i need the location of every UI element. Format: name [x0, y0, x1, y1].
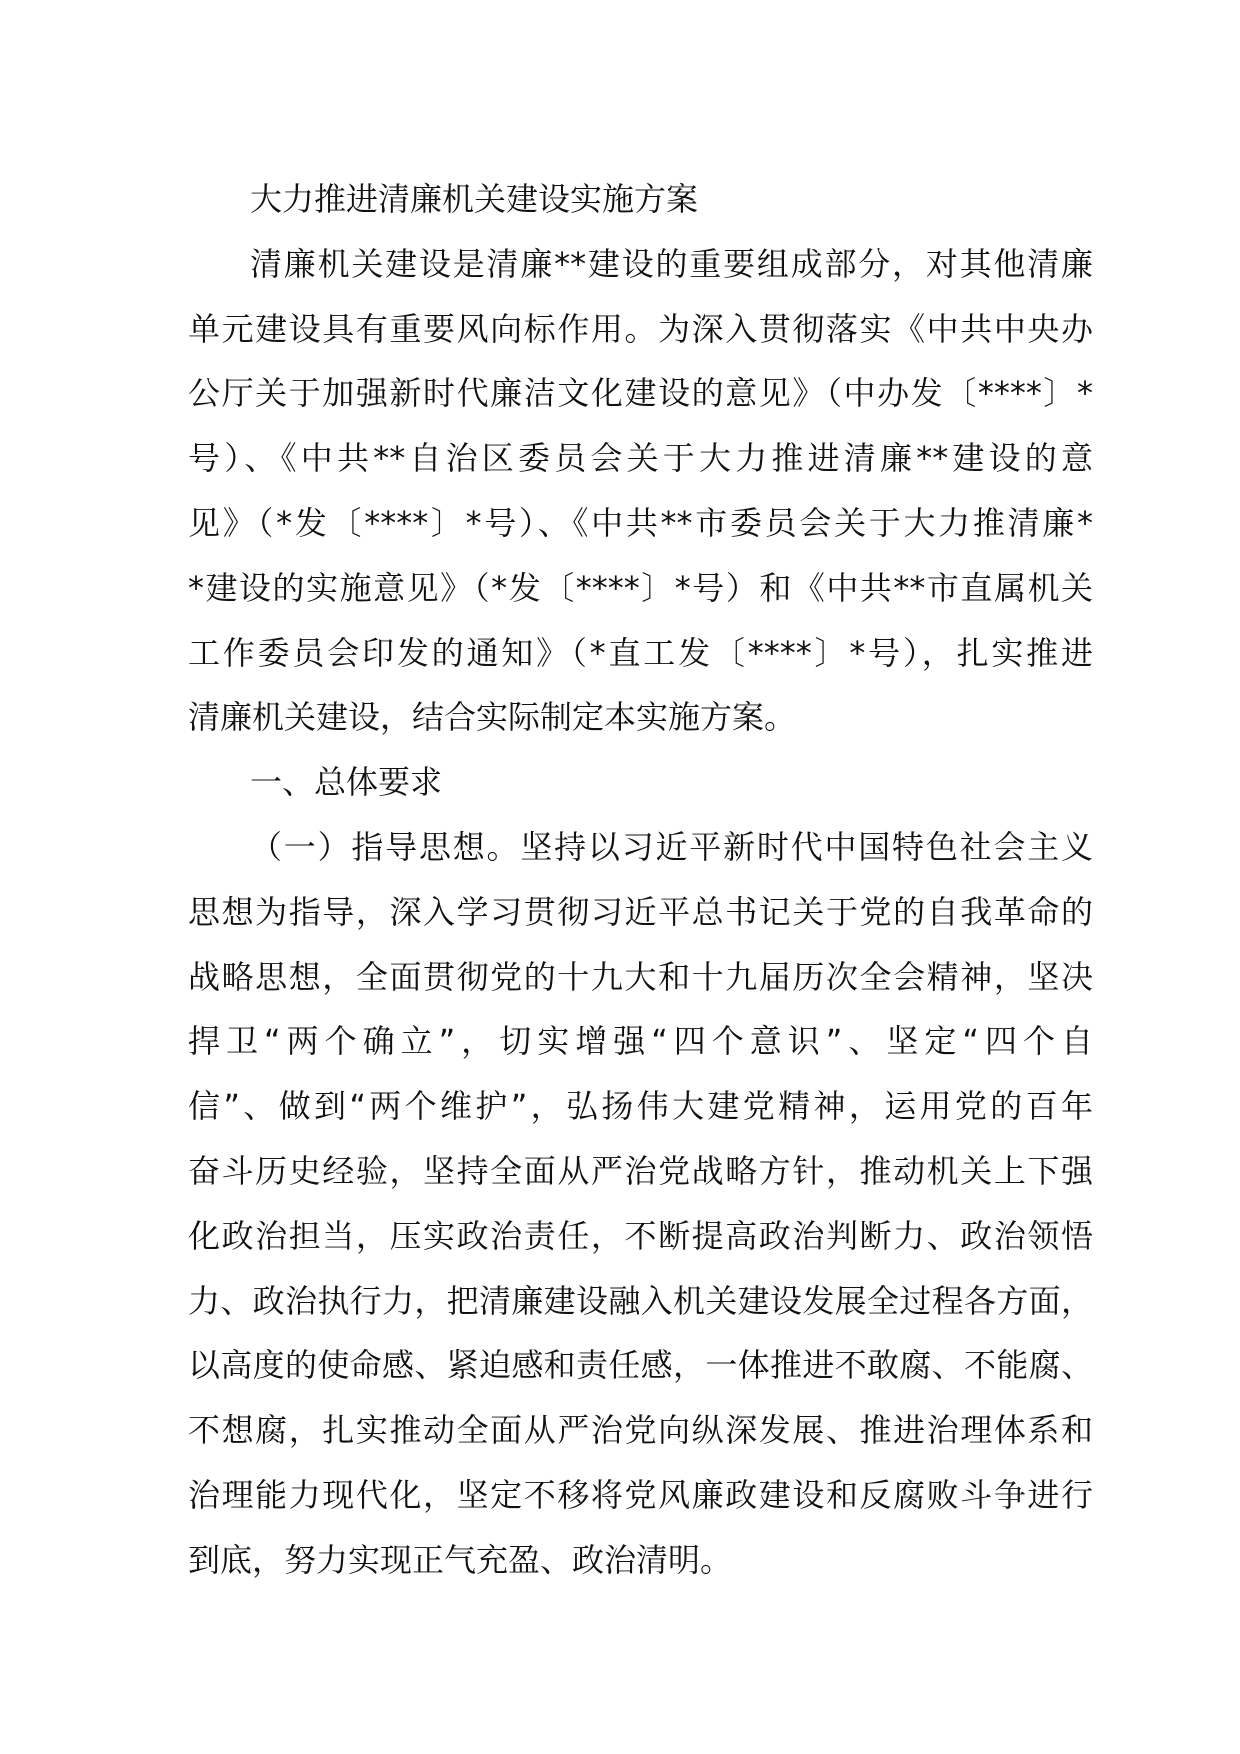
intro-line: 工作委员会印发的通知》（*直工发〔****〕*号），扎实推进: [188, 633, 1093, 672]
section-line: 力、政治执行力，把清廉建设融入机关建设发展全过程各方面，: [188, 1281, 1093, 1320]
intro-line: 公厅关于加强新时代廉洁文化建设的意见》（中办发〔****〕*: [188, 374, 1093, 413]
section-heading: 一、总体要求: [250, 763, 443, 802]
intro-line: 号）、《中共**自治区委员会关于大力推进清廉**建设的意: [188, 439, 1093, 478]
document-body: [188, 167, 1093, 1593]
section-line: 信”、做到“两个维护”，弘扬伟大建党精神，运用党的百年: [188, 1087, 1093, 1126]
section-line: （一）指导思想。坚持以习近平新时代中国特色社会主义: [250, 827, 1093, 866]
section-line: 战略思想，全面贯彻党的十九大和十九届历次全会精神，坚决: [188, 957, 1093, 996]
section-line: 化政治担当，压实政治责任，不断提高政治判断力、政治领悟: [188, 1216, 1093, 1255]
section-line: 治理能力现代化，坚定不移将党风廉政建设和反腐败斗争进行: [188, 1475, 1093, 1514]
intro-line: 清廉机关建设是清廉**建设的重要组成部分，对其他清廉: [250, 244, 1093, 283]
section-line: 奋斗历史经验，坚持全面从严治党战略方针，推动机关上下强: [188, 1151, 1093, 1190]
section-line: 不想腐，扎实推动全面从严治党向纵深发展、推进治理体系和: [188, 1411, 1093, 1450]
section-line: 到底，努力实现正气充盈、政治清明。: [188, 1540, 733, 1579]
intro-line: 见》（*发〔****〕*号）、《中共**市委员会关于大力推清廉*: [188, 503, 1093, 542]
intro-line: 清廉机关建设，结合实际制定本实施方案。: [188, 698, 797, 737]
document-title: 大力推进清廉机关建设实施方案: [250, 180, 699, 218]
section-line: 捍卫“两个确立”，切实增强“四个意识”、坚定“四个自: [188, 1022, 1093, 1061]
section-line: 以高度的使命感、紧迫感和责任感，一体推进不敢腐、不能腐、: [188, 1346, 1093, 1385]
intro-line: *建设的实施意见》（*发〔****〕*号）和《中共**市直属机关: [188, 568, 1093, 607]
intro-line: 单元建设具有重要风向标作用。为深入贯彻落实《中共中央办: [188, 309, 1093, 348]
section-line: 思想为指导，深入学习贯彻习近平总书记关于党的自我革命的: [188, 892, 1093, 931]
